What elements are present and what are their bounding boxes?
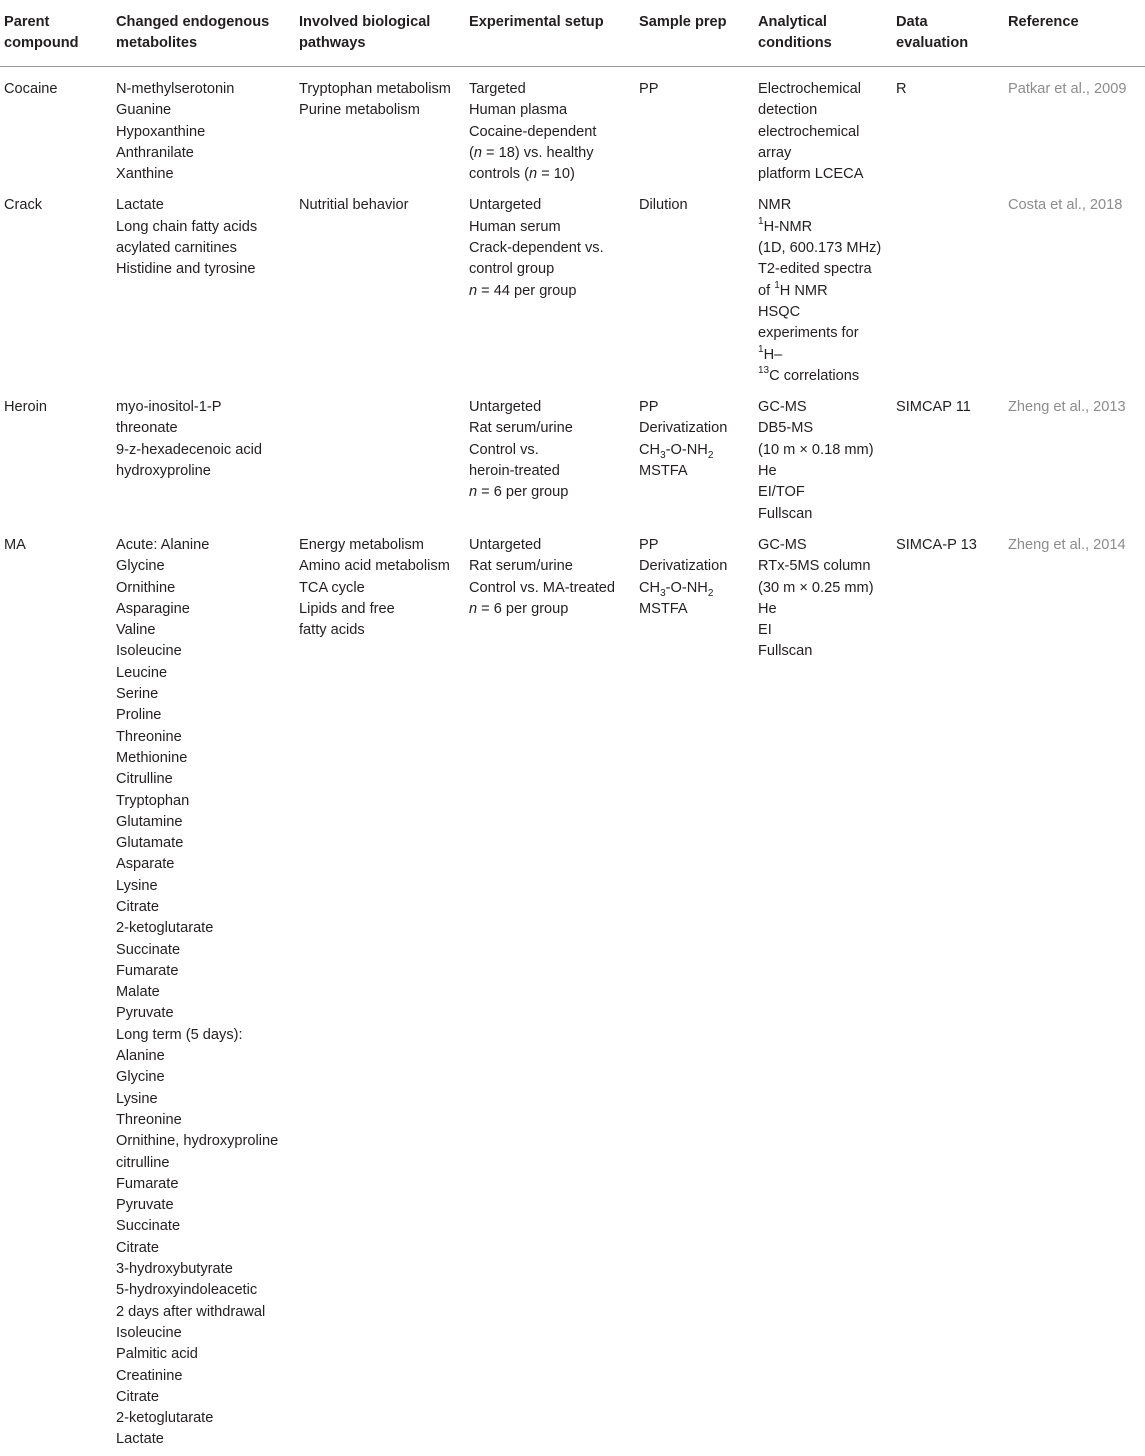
header-line: Experimental setup bbox=[469, 14, 604, 30]
cell-line: heroin-treated bbox=[469, 463, 560, 480]
header-analytical-conditions bbox=[754, 0, 892, 67]
parent-compound-cell: Cocaine bbox=[4, 81, 58, 97]
metabolites-cell bbox=[112, 190, 295, 392]
cell-line: Fumarate bbox=[116, 962, 179, 979]
metabolites-cell bbox=[112, 392, 295, 530]
cell-line: myo-inositol-1-P bbox=[116, 399, 222, 416]
reference-link[interactable]: Costa et al., 2018 bbox=[1008, 197, 1123, 214]
reference-link[interactable]: Zheng et al., 2014 bbox=[1008, 536, 1126, 553]
cell-line: 3-hydroxybutyrate bbox=[116, 1261, 233, 1278]
cell-line: Lactate bbox=[116, 197, 164, 214]
cell-line: Cocaine-dependent bbox=[469, 123, 597, 140]
header-line: Changed endogenous bbox=[116, 14, 270, 30]
header-line: Data bbox=[896, 14, 928, 30]
cell-line: GC-MS bbox=[758, 399, 807, 416]
cell-line: Rat serum/urine bbox=[469, 420, 573, 437]
cell-line: Guanine bbox=[116, 102, 172, 119]
cell-line: Glycine bbox=[116, 1069, 165, 1086]
setup-cell bbox=[465, 67, 635, 191]
cell-line: hydroxyproline bbox=[116, 463, 211, 480]
cell-line: TCA cycle bbox=[299, 579, 365, 596]
cell-line: Succinate bbox=[116, 1218, 181, 1235]
cell-line: Long term (5 days): bbox=[116, 1026, 243, 1043]
metabolites-cell bbox=[112, 530, 295, 1456]
cell-line: Fullscan bbox=[758, 643, 813, 660]
pathways-cell bbox=[295, 530, 465, 1456]
cell-line: Control vs. bbox=[469, 441, 539, 458]
header-data-evaluation bbox=[892, 0, 1004, 67]
cell-line: Lysine bbox=[116, 1090, 158, 1107]
cell-line: 5-hydroxyindoleacetic bbox=[116, 1282, 258, 1299]
cell-line: He bbox=[758, 463, 777, 480]
cell-line: PP bbox=[639, 81, 659, 97]
header-reference bbox=[1004, 0, 1145, 67]
cell-line: He bbox=[758, 600, 777, 617]
cell-line: SIMCAP 11 bbox=[896, 399, 971, 416]
cell-line: $CH_3-O-NH_2$ bbox=[639, 579, 714, 599]
cell-line: Dilution bbox=[639, 197, 688, 214]
cell-line: R bbox=[896, 81, 907, 97]
cell-line: SIMCA-P 13 bbox=[896, 536, 977, 553]
parent-compound-cell: Heroin bbox=[4, 399, 47, 416]
header-line: Reference bbox=[1008, 14, 1079, 30]
analytical-cell bbox=[754, 530, 892, 1456]
cell-line: NMR bbox=[758, 197, 792, 214]
header-changed-metabolites bbox=[112, 0, 295, 67]
parent-compound-cell: MA bbox=[4, 536, 26, 553]
header-line: conditions bbox=[758, 35, 832, 51]
cell-line: EI bbox=[758, 622, 772, 639]
cell-line: Alanine bbox=[116, 1048, 165, 1065]
cell-line: Citrulline bbox=[116, 771, 173, 788]
evaluation-cell bbox=[892, 392, 1004, 530]
cell-line: array bbox=[758, 144, 792, 161]
cell-line: electrochemical bbox=[758, 123, 860, 140]
cell-line: detection bbox=[758, 102, 818, 119]
cell-line: Creatinine bbox=[116, 1367, 183, 1384]
cell-line: threonate bbox=[116, 420, 178, 437]
cell-line: Asparate bbox=[116, 856, 175, 873]
cell-line: MSTFA bbox=[639, 600, 688, 617]
cell-line: Untargeted bbox=[469, 536, 542, 553]
cell-line: Derivatization bbox=[639, 558, 728, 575]
sample-prep-cell bbox=[635, 67, 754, 191]
header-sample-prep bbox=[635, 0, 754, 67]
cell-line: Palmitic acid bbox=[116, 1346, 198, 1363]
cell-line: Nutritial behavior bbox=[299, 197, 409, 214]
sample-prep-cell bbox=[635, 530, 754, 1456]
cell-line: Lipids and free bbox=[299, 600, 395, 617]
cell-line: Xanthine bbox=[116, 166, 174, 183]
pathways-cell bbox=[295, 190, 465, 392]
cell-line: DB5-MS bbox=[758, 420, 814, 437]
header-line: Analytical bbox=[758, 14, 827, 30]
cell-line: Fumarate bbox=[116, 1175, 179, 1192]
analytical-cell bbox=[754, 67, 892, 191]
cell-line: Fullscan bbox=[758, 505, 813, 522]
cell-line: Hypoxanthine bbox=[116, 123, 206, 140]
analytical-cell bbox=[754, 392, 892, 530]
header-line: pathways bbox=[299, 35, 366, 51]
cell-line: control group bbox=[469, 261, 555, 278]
cell-line: of $^1$H NMR bbox=[758, 279, 828, 299]
cell-line: 2 days after withdrawal bbox=[116, 1303, 266, 1320]
table-row bbox=[0, 67, 1145, 191]
cell-line: Valine bbox=[116, 622, 156, 639]
cell-line: n = 44 per group bbox=[469, 282, 577, 299]
header-experimental-setup bbox=[465, 0, 635, 67]
cell-line: Asparagine bbox=[116, 600, 190, 617]
header-line: compound bbox=[4, 35, 79, 51]
cell-line: Citrate bbox=[116, 1239, 159, 1256]
cell-line: $CH_3-O-NH_2$ bbox=[639, 441, 714, 461]
cell-line: RTx-5MS column bbox=[758, 558, 871, 575]
cell-line: Proline bbox=[116, 707, 162, 724]
cell-line: Threonine bbox=[116, 1111, 182, 1128]
evaluation-cell bbox=[892, 530, 1004, 1456]
cell-line: Threonine bbox=[116, 728, 182, 745]
cell-line: Isoleucine bbox=[116, 643, 182, 660]
cell-line: Ornithine, hydroxyproline bbox=[116, 1133, 279, 1150]
sample-prep-cell bbox=[635, 392, 754, 530]
cell-line: Glutamate bbox=[116, 835, 184, 852]
cell-line: Control vs. MA-treated bbox=[469, 579, 615, 596]
cell-line: (n = 18) vs. healthy bbox=[469, 144, 594, 161]
header-parent-compound bbox=[0, 0, 112, 67]
cell-line: Lactate bbox=[116, 1431, 164, 1448]
cell-line: platform LCECA bbox=[758, 166, 864, 183]
cell-line: $^1$H-NMR bbox=[758, 215, 813, 235]
cell-line: citrulline bbox=[116, 1154, 170, 1171]
cell-line: acylated carnitines bbox=[116, 240, 237, 257]
cell-line: (30 m × 0.25 mm) bbox=[758, 579, 874, 596]
header-line: metabolites bbox=[116, 35, 198, 51]
cell-line: n = 6 per group bbox=[469, 484, 569, 501]
cell-line: GC-MS bbox=[758, 536, 807, 553]
setup-cell bbox=[465, 190, 635, 392]
cell-line: Glycine bbox=[116, 558, 165, 575]
table-row bbox=[0, 392, 1145, 530]
metabolites-cell bbox=[112, 67, 295, 191]
cell-line: experiments for bbox=[758, 325, 859, 342]
cell-line: T2-edited spectra bbox=[758, 261, 872, 278]
cell-line: Untargeted bbox=[469, 197, 542, 214]
cell-line: (1D, 600.173 MHz) bbox=[758, 240, 882, 257]
cell-line: 9-z-hexadecenoic acid bbox=[116, 441, 263, 458]
cell-line: $^1$H– bbox=[758, 343, 783, 363]
header-biological-pathways bbox=[295, 0, 465, 67]
cell-line: $^{13}$C correlations bbox=[758, 365, 860, 384]
cell-line: N-methylserotonin bbox=[116, 81, 235, 97]
cell-line: Pyruvate bbox=[116, 1005, 174, 1022]
cell-line: MSTFA bbox=[639, 463, 688, 480]
cell-line: Pyruvate bbox=[116, 1197, 174, 1214]
cell-line: Serine bbox=[116, 686, 159, 703]
cell-line: Tryptophan bbox=[116, 792, 190, 809]
cell-line: EI/TOF bbox=[758, 484, 805, 501]
table-row bbox=[0, 190, 1145, 392]
setup-cell bbox=[465, 530, 635, 1456]
cell-line: PP bbox=[639, 536, 659, 553]
cell-line: Energy metabolism bbox=[299, 536, 424, 553]
cell-line: HSQC bbox=[758, 303, 801, 320]
cell-line: Methionine bbox=[116, 749, 188, 766]
cell-line: Lysine bbox=[116, 877, 158, 894]
cell-line: Derivatization bbox=[639, 420, 728, 437]
header-line: Parent bbox=[4, 14, 50, 30]
cell-line: Rat serum/urine bbox=[469, 558, 573, 575]
parent-compound-cell: Crack bbox=[4, 197, 43, 214]
cell-line: Citrate bbox=[116, 898, 159, 915]
cell-line: Human serum bbox=[469, 218, 561, 235]
cell-line: Malate bbox=[116, 984, 160, 1001]
cell-line: Amino acid metabolism bbox=[299, 558, 450, 575]
cell-line: Leucine bbox=[116, 664, 168, 681]
reference-link[interactable]: Zheng et al., 2013 bbox=[1008, 399, 1126, 416]
header-line: evaluation bbox=[896, 35, 969, 51]
cell-line: Crack-dependent vs. bbox=[469, 240, 604, 257]
cell-line: Isoleucine bbox=[116, 1324, 182, 1341]
pathways-cell bbox=[295, 67, 465, 191]
cell-line: Untargeted bbox=[469, 399, 542, 416]
cell-line: Long chain fatty acids bbox=[116, 218, 258, 235]
cell-line: Succinate bbox=[116, 941, 181, 958]
cell-line: Tryptophan metabolism bbox=[299, 81, 451, 97]
evaluation-cell bbox=[892, 67, 1004, 191]
header-row bbox=[0, 0, 1145, 67]
reference-link[interactable]: Patkar et al., 2009 bbox=[1008, 81, 1127, 97]
cell-line: n = 6 per group bbox=[469, 600, 569, 617]
cell-line: Glutamine bbox=[116, 813, 183, 830]
pathways-cell bbox=[295, 392, 465, 530]
cell-line: Acute: Alanine bbox=[116, 536, 210, 553]
header-line: Sample prep bbox=[639, 14, 727, 30]
cell-line: Human plasma bbox=[469, 102, 568, 119]
cell-line: PP bbox=[639, 399, 659, 416]
setup-cell bbox=[465, 392, 635, 530]
cell-line: controls (n = 10) bbox=[469, 166, 575, 183]
table-row bbox=[0, 530, 1145, 1456]
cell-line: Citrate bbox=[116, 1388, 159, 1405]
cell-line: 2-ketoglutarate bbox=[116, 1410, 214, 1427]
sample-prep-cell bbox=[635, 190, 754, 392]
cell-line: fatty acids bbox=[299, 622, 365, 639]
cell-line: Ornithine bbox=[116, 579, 176, 596]
analytical-cell bbox=[754, 190, 892, 392]
cell-line: (10 m × 0.18 mm) bbox=[758, 441, 874, 458]
evaluation-cell bbox=[892, 190, 1004, 392]
cell-line: Targeted bbox=[469, 81, 526, 97]
cell-line: Purine metabolism bbox=[299, 102, 420, 119]
header-line: Involved biological bbox=[299, 14, 431, 30]
cell-line: Histidine and tyrosine bbox=[116, 261, 256, 278]
cell-line: 2-ketoglutarate bbox=[116, 920, 214, 937]
cell-line: Electrochemical bbox=[758, 81, 862, 97]
cell-line: Anthranilate bbox=[116, 144, 194, 161]
